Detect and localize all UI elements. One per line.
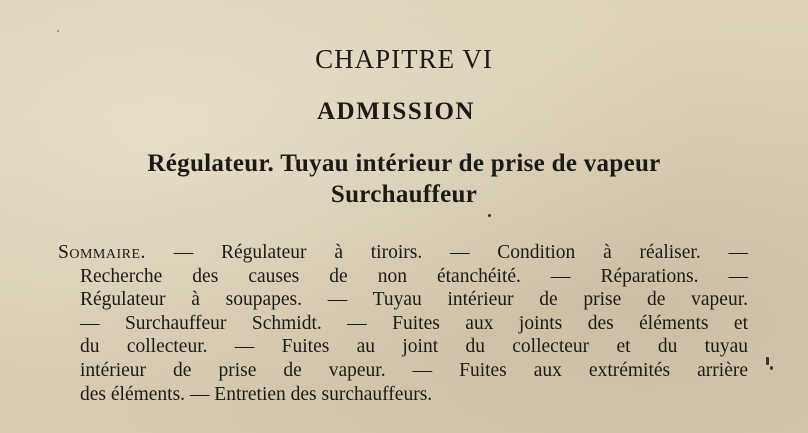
summary-label: Sommaire. — [58, 242, 146, 263]
summary-line-7: des éléments. — Entretien des surchauffeurs. — [80, 383, 433, 405]
summary-line-3: Régulateur à soupapes. — Tuyau intérieur de prise de vapeur. — [80, 289, 748, 311]
summary-line-1 — [58, 241, 748, 265]
summary-line-4: — Surchauffeur Schmidt. — Fuites aux joints des éléments et — [80, 312, 748, 334]
paper-speck — [57, 30, 59, 32]
chapter-summary — [58, 241, 748, 406]
subtitle-line-2: Surchauffeur — [330, 181, 478, 208]
section-heading: ADMISSION — [317, 98, 475, 125]
summary-line-6: intérieur de prise de vapeur. — Fuites aux extrémités arrière — [80, 359, 748, 381]
chapter-subtitle — [0, 148, 808, 210]
subtitle-line-1: Régulateur. Tuyau intérieur de prise de vapeur — [147, 150, 661, 177]
chapter-heading: CHAPITRE VI — [315, 44, 493, 74]
summary-line-1-text: — Régulateur à tiroirs. — Condition à réaliser. — — [173, 242, 749, 263]
summary-line-2: Recherche des causes de non étanchéité. — Réparations. — — [80, 265, 748, 287]
paper-speck — [766, 357, 769, 365]
summary-line-5: du collecteur. — Fuites au joint du collecteur et du tuyau — [80, 336, 748, 358]
paper-speck — [770, 366, 773, 370]
paper-speck — [488, 214, 491, 217]
